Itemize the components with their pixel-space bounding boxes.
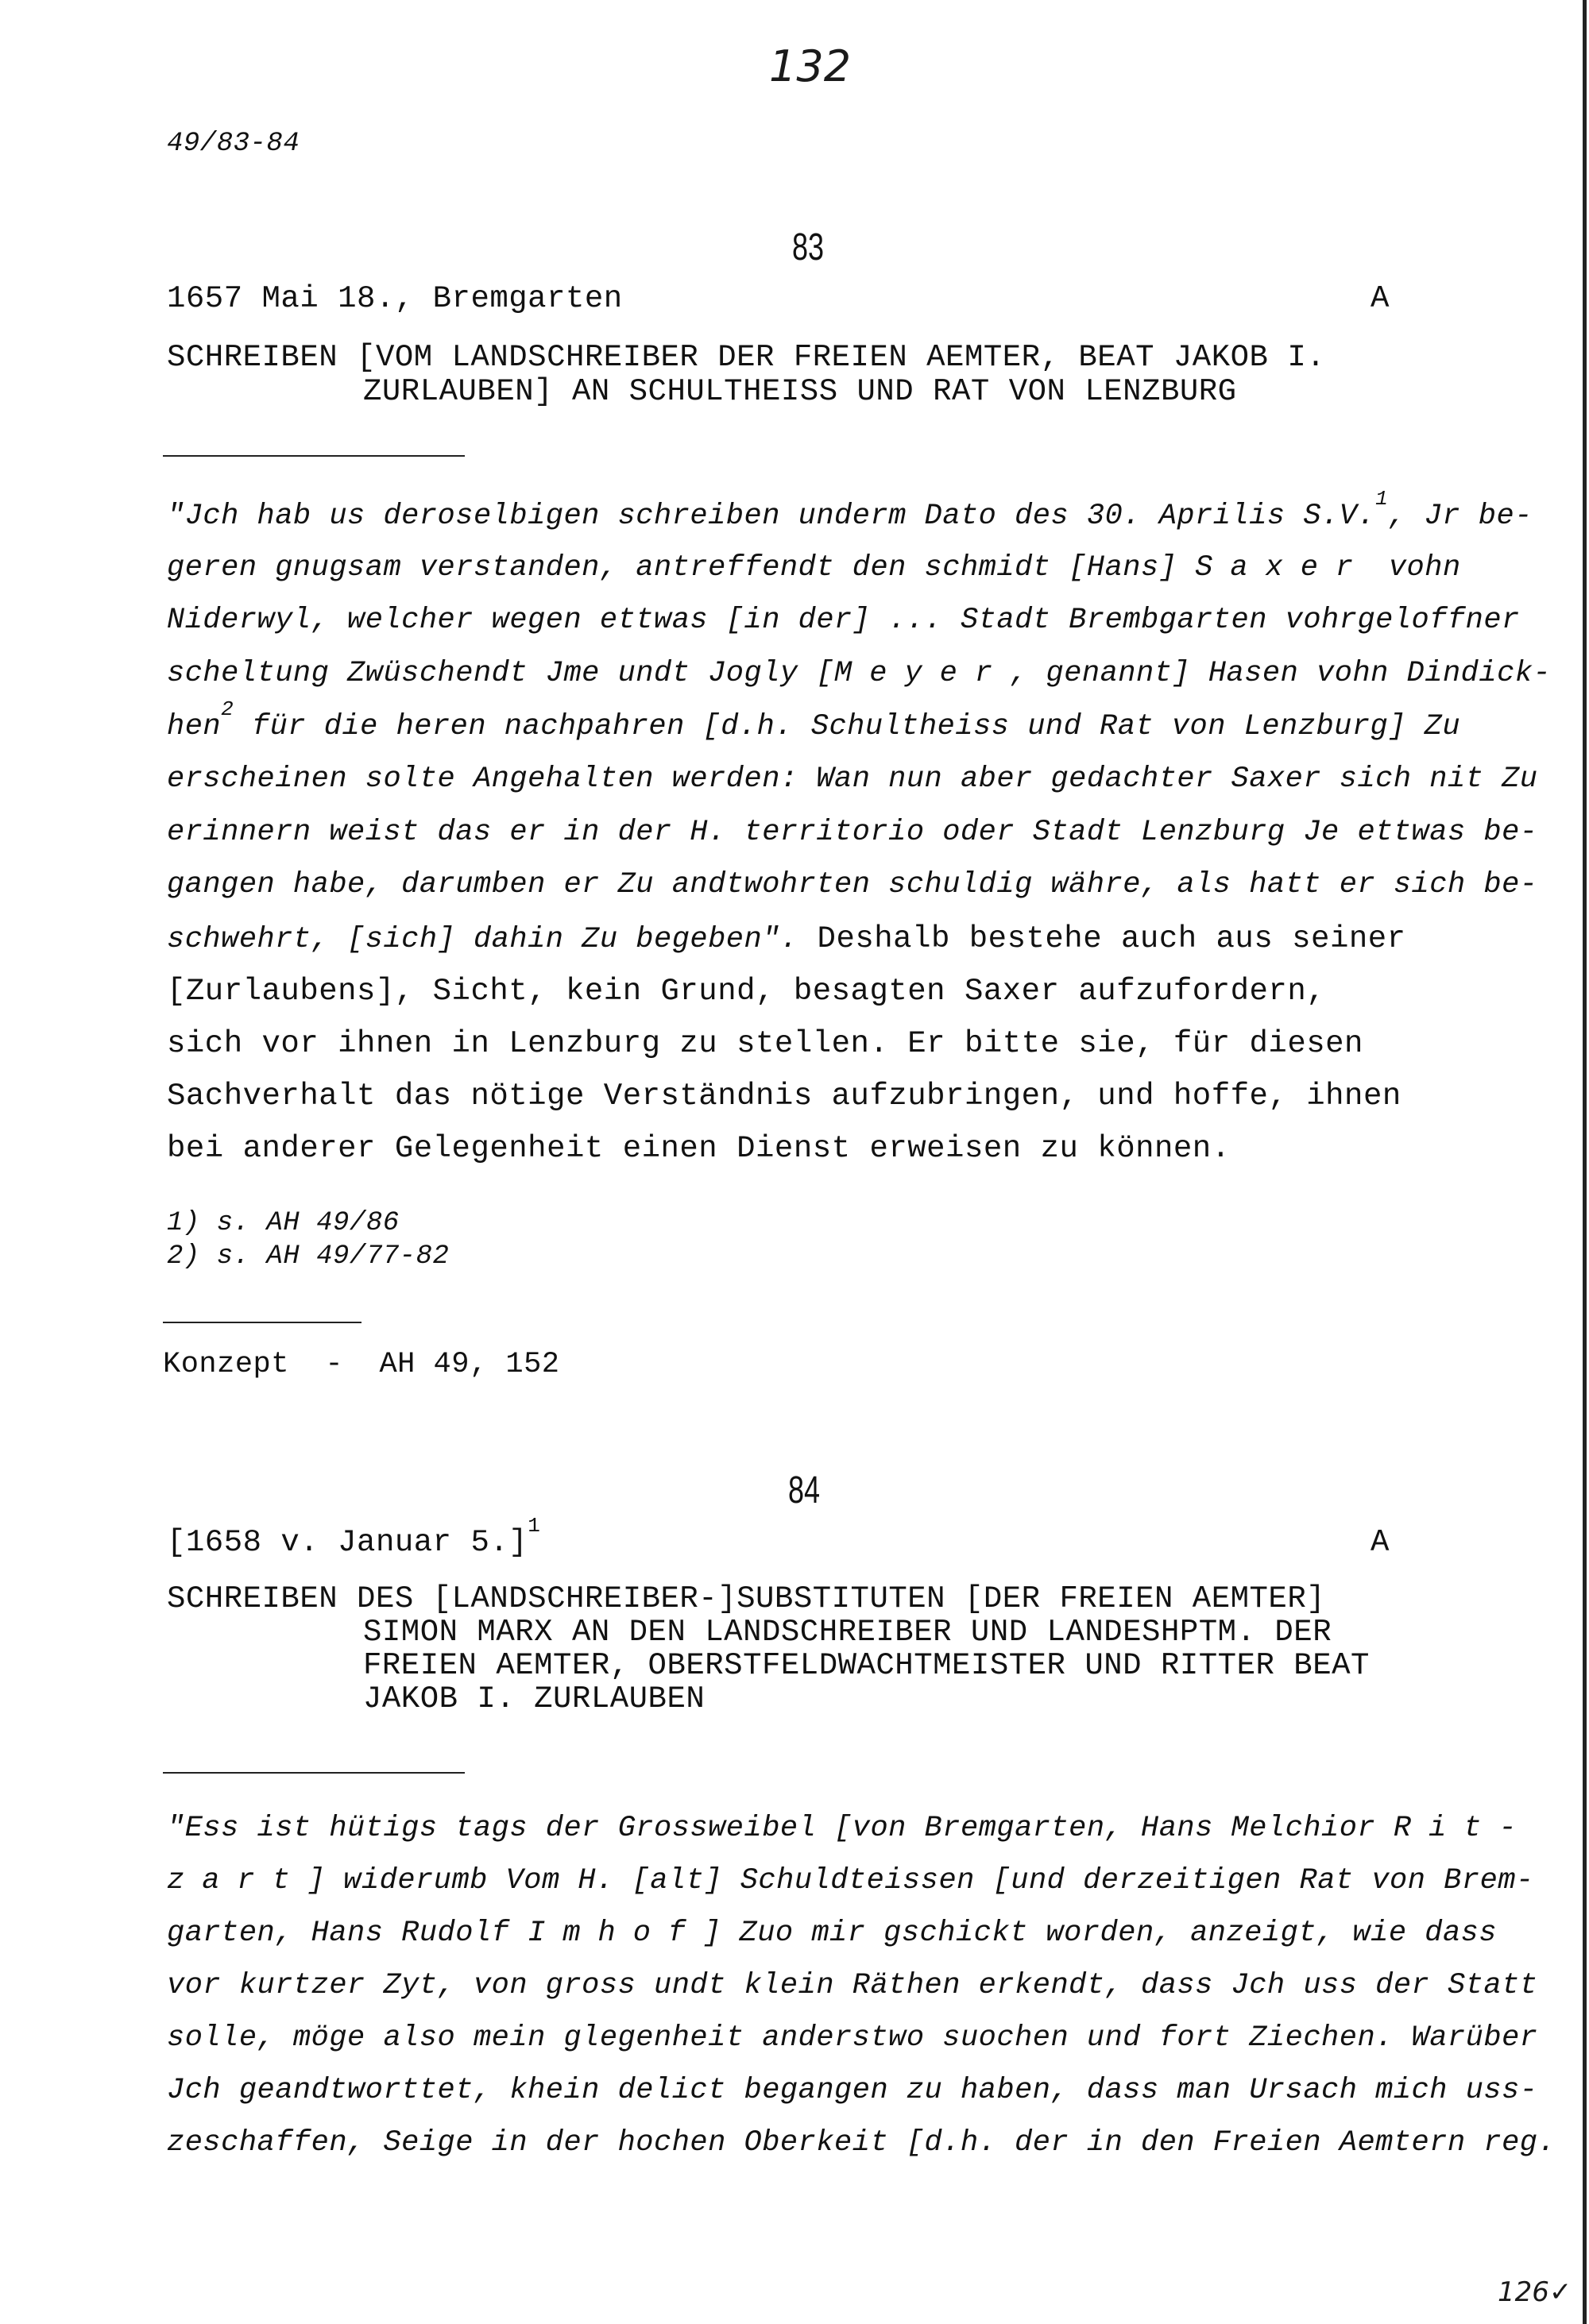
doc84-body-line-4: vor kurtzer Zyt, von gross undt klein Räthen erkendt, dass Jch uss der Statt [167,1969,1538,2002]
text: für die heren nachpahren [d.h. Schultheiss und Rat von Lenzburg] Zu [234,710,1461,743]
doc83-source: Konzept - AH 49, 152 [163,1348,560,1381]
doc84-title-line-2: SIMON MARX AN DEN LANDSCHREIBER UND LANDESHPTM. DER [363,1615,1332,1650]
handwritten-folio-number: 126✓ [1498,2276,1572,2308]
doc83-body-line-12: Sachverhalt das nötige Verständnis aufzubringen, und hoffe, ihnen [167,1079,1401,1114]
doc83-body-line-10: [Zurlaubens], Sicht, kein Grund, besagten Saxer aufzufordern, [167,974,1326,1009]
doc83-body-line-3: Niderwyl, welcher wegen ettwas [in der] ... Stadt Brembgarten vohrgeloffner [167,604,1520,637]
text: hen [167,710,222,743]
doc83-body-line-4 [167,657,1551,690]
text: scheltung Zwüschendt Jme undt Jogly [ [167,657,835,690]
doc83-title-line-2: ZURLAUBEN] AN SCHULTHEISS UND RAT VON LENZBURG [363,374,1237,409]
doc83-body-line-9 [167,921,1406,956]
text: schwehrt, [sich] dahin Zu begeben". [167,923,798,956]
doc84-separator-rule [163,1772,465,1774]
doc84-title-line-4: JAKOB I. ZURLAUBEN [363,1681,706,1716]
text: , genannt] Hasen vohn Dindick- [1010,657,1552,690]
doc83-footnote-rule [163,1322,361,1323]
spaced-name: Imhof [528,1917,704,1950]
spaced-name: Meyer [834,657,1011,690]
doc83-body-line-7: erinnern weist das er in der H. territorio oder Stadt Lenzburg Je ettwas be- [167,816,1538,849]
doc83-body-line-11: sich vor ihnen in Lenzburg zu stellen. Er bitte sie, für diesen [167,1026,1363,1061]
doc83-type-letter: A [1371,281,1390,316]
text: , Jr be- [1388,500,1533,533]
text: ] widerumb Vom H. [alt] Schuldteissen [und derzeitigen Rat von Brem- [307,1864,1534,1897]
doc83-title-line-1: SCHREIBEN [VOM LANDSCHREIBER DER FREIEN AEMTER, BEAT JAKOB I. [167,340,1326,375]
doc84-body-line-3 [167,1917,1497,1950]
document-number-83: 83 [792,226,825,268]
doc83-body-line-1 [167,487,1533,533]
footnote-marker: 1 [1375,487,1389,511]
footnote-marker: 2 [221,697,234,721]
spaced-name: Saxer [1195,551,1371,585]
doc84-body-line-7: zeschaffen, Seige in der hochen Oberkeit [d.h. der in den Freien Aemtern reg. [167,2126,1556,2160]
doc84-title-line-1: SCHREIBEN DES [LANDSCHREIBER-]SUBSTITUTEN [DER FREIEN AEMTER] [167,1581,1326,1616]
handwritten-page-number: 132 [769,41,852,91]
doc83-footnote-2: 2) s. AH 49/77-82 [167,1241,450,1272]
doc83-separator-rule [163,455,465,457]
spaced-name: zart [167,1864,307,1897]
doc84-body-line-2 [167,1864,1534,1897]
doc83-body-line-8: gangen habe, darumben er Zu andtwohrten schuldig währe, als hatt er sich be- [167,868,1538,901]
doc83-body-line-6: erscheinen solte Angehalten werden: Wan nun aber gedachter Saxer sich nit Zu [167,762,1538,796]
doc84-date-place [167,1514,541,1560]
doc84-body-line-6: Jch geandtworttet, khein delict begangen zu haben, dass man Ursach mich uss- [167,2074,1538,2107]
archive-reference: 49/83-84 [167,129,300,159]
footnote-marker: 1 [528,1514,541,1538]
spaced-name: Rit- [1393,1812,1534,1845]
doc83-footnote-1: 1) s. AH 49/86 [167,1208,400,1238]
doc83-date-place: 1657 Mai 18., Bremgarten [167,281,623,316]
doc84-body-line-5: solle, möge also mein glegenheit anderstwo suochen und fort Ziechen. Warüber [167,2021,1538,2055]
text: vohn [1371,551,1461,585]
text: ] Zuo mir gschickt worden, anzeigt, wie dass [703,1917,1498,1950]
doc84-type-letter: A [1371,1525,1390,1560]
text: [1658 v. Januar 5.] [167,1525,528,1560]
doc83-body-line-2 [167,551,1461,585]
document-number-84: 84 [788,1469,821,1511]
doc84-body-line-1 [167,1812,1534,1845]
text: "Ess ist hütigs tags der Grossweibel [von Bremgarten, Hans Melchior [167,1812,1394,1845]
text: "Jch hab us deroselbigen schreiben underm Dato des 30. Aprilis S.V. [167,500,1376,533]
doc83-body-line-13: bei anderer Gelegenheit einen Dienst erweisen zu können. [167,1131,1231,1166]
text: Deshalb bestehe auch aus seiner [798,921,1406,956]
doc84-title-line-3: FREIEN AEMTER, OBERSTFELDWACHTMEISTER UND RITTER BEAT [363,1648,1370,1683]
text: garten, Hans Rudolf [167,1917,528,1950]
doc83-body-line-5 [167,697,1461,743]
text: geren gnugsam verstanden, antreffendt den schmidt [Hans] [167,551,1196,585]
